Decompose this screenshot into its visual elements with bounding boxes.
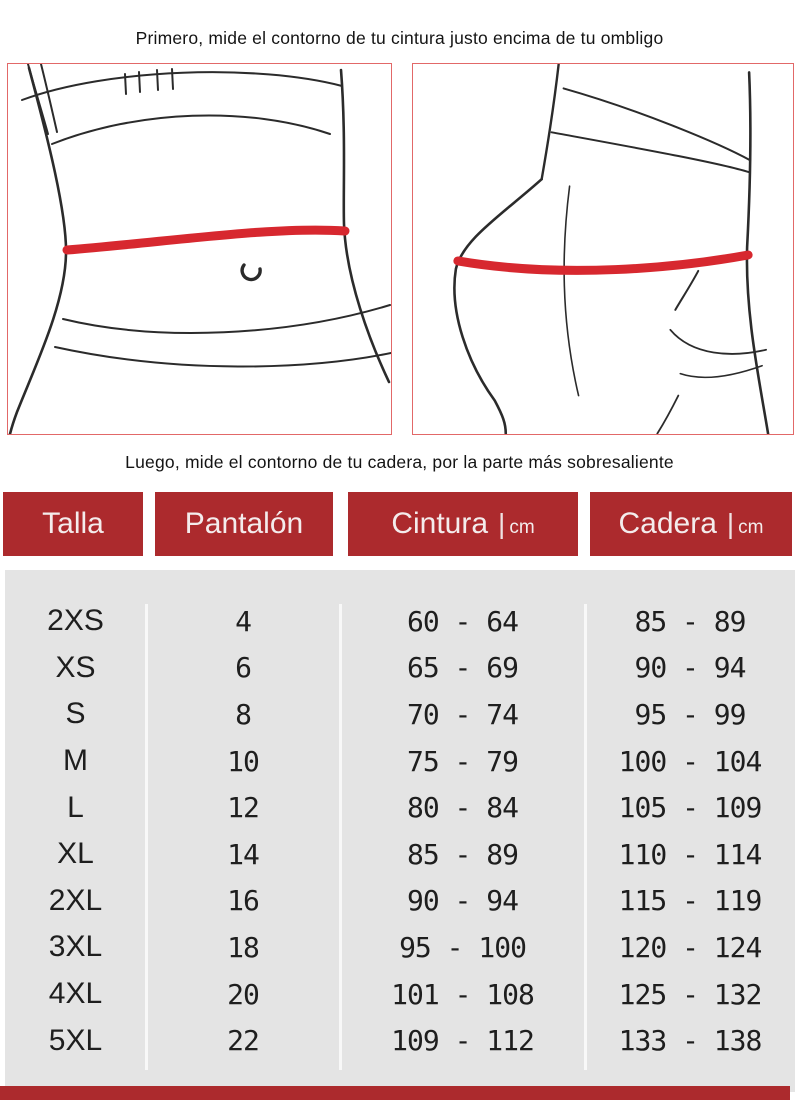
cell-pantalon: 6 [235, 651, 251, 685]
cell-cadera: 115 - 119 [618, 884, 762, 918]
cell-talla: 4XL [48, 977, 103, 1011]
cell-talla: 5XL [48, 1023, 103, 1057]
header-pantalon-label: Pantalón [184, 507, 304, 540]
cell-talla: 2XL [48, 883, 103, 917]
hip-figure-box [412, 63, 794, 435]
cell-cadera: 105 - 109 [618, 791, 762, 825]
cell-pantalon: 10 [227, 744, 259, 778]
cell-talla: M [63, 744, 88, 778]
header-talla-label: Talla [42, 507, 104, 540]
cell-cintura: 65 - 69 [406, 651, 518, 685]
cell-talla: XS [55, 650, 96, 684]
header-cintura-label: Cintura [391, 507, 489, 540]
cell-talla: S [65, 697, 86, 731]
cell-cadera: 85 - 89 [634, 604, 746, 638]
header-talla [3, 492, 143, 556]
cell-pantalon: 22 [227, 1024, 259, 1058]
header-cadera [590, 492, 792, 556]
header-pantalon [155, 492, 333, 556]
cell-cintura: 90 - 94 [406, 884, 518, 918]
cell-pantalon: 12 [227, 791, 259, 825]
cell-pantalon: 4 [235, 604, 251, 638]
cell-cadera: 120 - 124 [618, 930, 762, 964]
header-cadera-label: Cadera [618, 507, 717, 540]
cell-talla: XL [57, 837, 94, 871]
cell-cintura: 70 - 74 [406, 697, 518, 731]
bottom-accent-bar [0, 1086, 790, 1100]
waist-measurement-illustration [8, 64, 391, 434]
waist-figure-box [7, 63, 392, 435]
cell-cintura: 85 - 89 [406, 837, 518, 871]
header-cadera-unit: cm [738, 517, 764, 538]
cell-cintura: 101 - 108 [391, 977, 534, 1011]
header-cadera-separator: | [726, 508, 735, 539]
table-rows [5, 598, 795, 1064]
header-cintura-unit: cm [509, 517, 535, 538]
cell-talla: L [67, 790, 84, 824]
cell-talla: 3XL [48, 930, 103, 964]
cell-cintura: 80 - 84 [406, 791, 518, 825]
waist-instruction-text: Primero, mide el contorno de tu cintura justo encima de tu ombligo [135, 28, 664, 48]
cell-pantalon: 16 [227, 884, 259, 918]
size-table-body [5, 570, 795, 1092]
cell-cadera: 110 - 114 [618, 837, 762, 871]
cell-cadera: 133 - 138 [618, 1024, 762, 1058]
cell-talla: 2XS [47, 604, 104, 638]
cell-cadera: 90 - 94 [634, 651, 746, 685]
hip-measurement-illustration [413, 64, 793, 434]
cell-cintura: 75 - 79 [406, 744, 518, 778]
header-cintura-separator: | [498, 508, 506, 539]
header-cintura [348, 492, 578, 556]
cell-cintura: 109 - 112 [391, 1024, 534, 1058]
cell-pantalon: 14 [227, 837, 259, 871]
cell-cadera: 100 - 104 [618, 744, 762, 778]
cell-cintura: 60 - 64 [406, 604, 518, 638]
cell-cadera: 95 - 99 [634, 697, 746, 731]
cell-cintura: 95 - 100 [399, 930, 526, 964]
cell-pantalon: 20 [227, 977, 259, 1011]
cell-pantalon: 18 [227, 930, 259, 964]
hip-instruction-text: Luego, mide el contorno de tu cadera, por la parte más sobresaliente [125, 452, 674, 472]
cell-cadera: 125 - 132 [618, 977, 762, 1011]
cell-pantalon: 8 [235, 697, 251, 731]
